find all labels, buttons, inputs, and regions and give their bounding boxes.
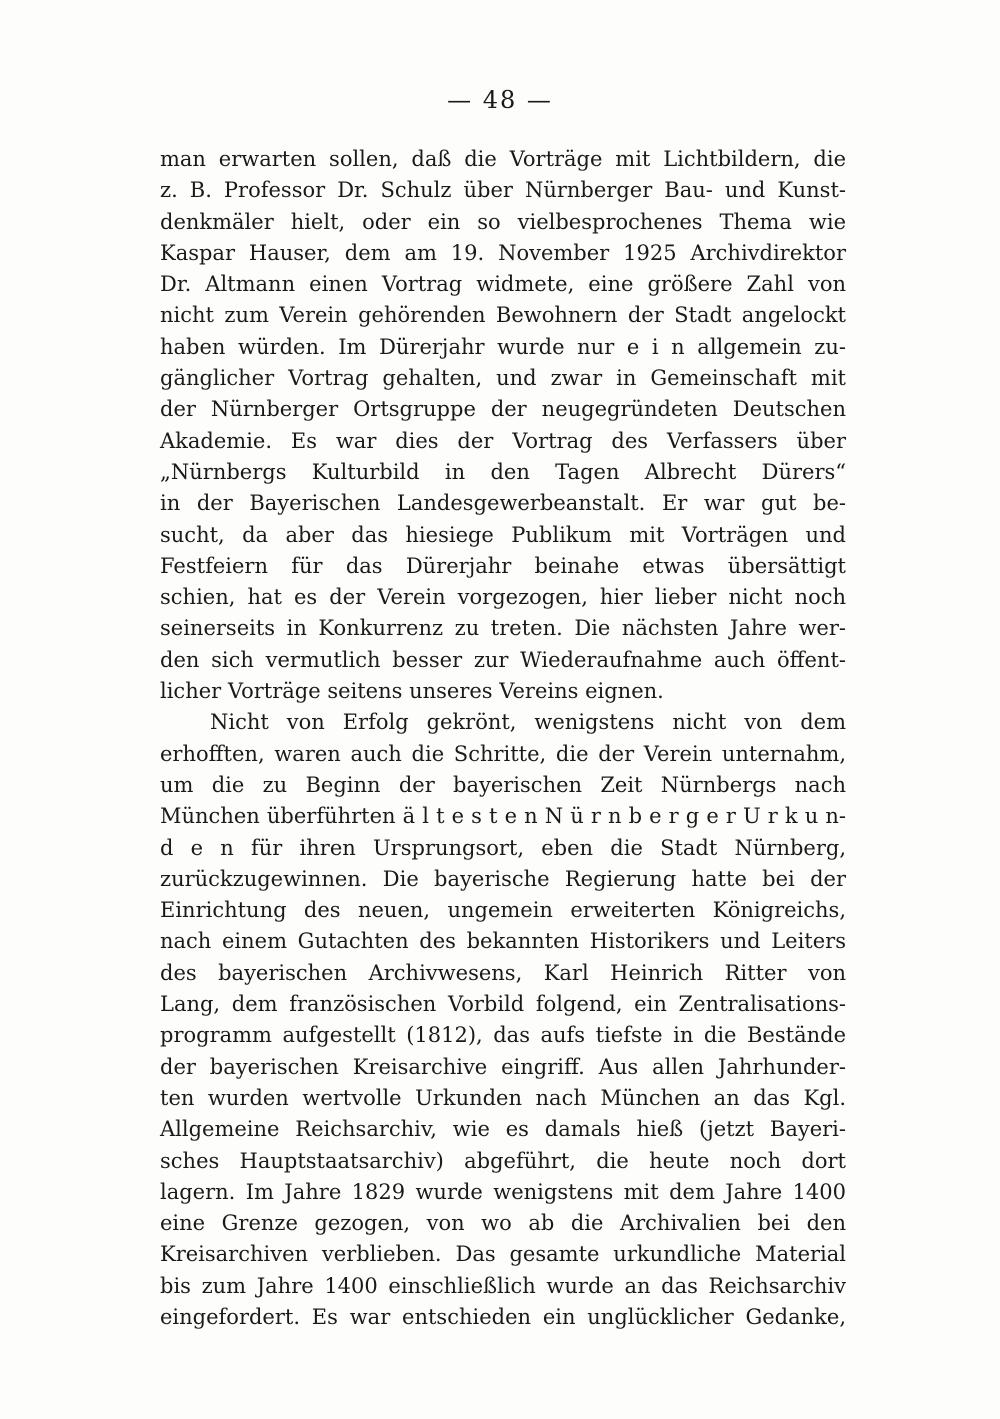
paragraph [160,144,846,707]
text-line: in der Bayerischen Landesgewerbeanstalt. Er war gut be- [160,491,846,516]
text-line: München überführten ä l t e s t e n N ü r n b e r g e r U r k u n- [160,804,846,829]
text-line: der Nürnberger Ortsgruppe der neugegründeten Deutschen [160,397,846,422]
text-line: z. B. Professor Dr. Schulz über Nürnberger Bau- und Kunst- [160,178,846,203]
text-line: sches Hauptstaatsarchiv) abgeführt, die heute noch dort [160,1148,846,1173]
text-line: Akademie. Es war dies der Vortrag des Verfassers über [160,428,846,453]
text-line: d e n für ihren Ursprungsort, eben die Stadt Nürnberg, [160,835,846,860]
text-line: eine Grenze gezogen, von wo ab die Archivalien bei den [160,1211,846,1236]
text-line: seinerseits in Konkurrenz zu treten. Die nächsten Jahre wer- [160,616,846,641]
text-line: schien, hat es der Verein vorgezogen, hier lieber nicht noch [160,585,846,610]
text-line: Kreisarchiven verblieben. Das gesamte urkundliche Material [160,1242,846,1267]
text-line: Nicht von Erfolg gekrönt, wenigstens nicht von dem [210,710,846,735]
text-line: eingefordert. Es war entschieden ein unglücklicher Gedanke, [160,1304,846,1329]
page-number: — 48 — [447,86,553,114]
text-line: Dr. Altmann einen Vortrag widmete, eine größere Zahl von [160,272,846,297]
text-line: Einrichtung des neuen, ungemein erweiterten Königreichs, [160,898,846,923]
text-line: Allgemeine Reichsarchiv, wie es damals hieß (jetzt Bayeri- [160,1117,846,1142]
text-line: Kaspar Hauser, dem am 19. November 1925 Archivdirektor [160,240,846,265]
text-line: denkmäler hielt, oder ein so vielbesprochenes Thema wie [160,209,846,234]
text-line: Festfeiern für das Dürerjahr beinahe etwas übersättigt [160,553,846,578]
text-line: bis zum Jahre 1400 einschließlich wurde an das Reichsarchiv [160,1273,846,1298]
text-line: ten wurden wertvolle Urkunden nach München an das Kgl. [160,1085,846,1110]
text-line: nach einem Gutachten des bekannten Historikers und Leiters [160,929,846,954]
text-line: nicht zum Verein gehörenden Bewohnern der Stadt angelockt [160,303,846,328]
text-line: sucht, da aber das hiesiege Publikum mit Vorträgen und [160,522,846,547]
text-line: zurückzugewinnen. Die bayerische Regierung hatte bei der [160,866,846,891]
text-line: programm aufgestellt (1812), das aufs tiefste in die Bestände [160,1023,846,1048]
text-line: erhofften, waren auch die Schritte, die der Verein unternahm, [160,741,846,766]
text-line: gänglicher Vortrag gehalten, und zwar in Gemeinschaft mit [160,366,846,391]
text-line: des bayerischen Archivwesens, Karl Heinrich Ritter von [160,960,846,985]
text-line: um die zu Beginn der bayerischen Zeit Nürnbergs nach [160,772,846,797]
text-line: licher Vorträge seitens unseres Vereins eignen. [160,679,664,704]
text-line: den sich vermutlich besser zur Wiederaufnahme auch öffent- [160,647,846,672]
text-line: lagern. Im Jahre 1829 wurde wenigstens mit dem Jahre 1400 [160,1179,846,1204]
paragraph [160,707,846,1333]
text-line: „Nürnbergs Kulturbild in den Tagen Albrecht Dürers“ [160,459,846,484]
text-line: der bayerischen Kreisarchive eingriff. Aus allen Jahrhunder- [160,1054,846,1079]
text-line: haben würden. Im Dürerjahr wurde nur e i n allgemein zu- [160,334,846,359]
text-line: man erwarten sollen, daß die Vorträge mit Lichtbildern, die [160,147,846,171]
text-line: Lang, dem französischen Vorbild folgend, ein Zentralisations- [160,992,846,1017]
body-text [160,144,846,1333]
